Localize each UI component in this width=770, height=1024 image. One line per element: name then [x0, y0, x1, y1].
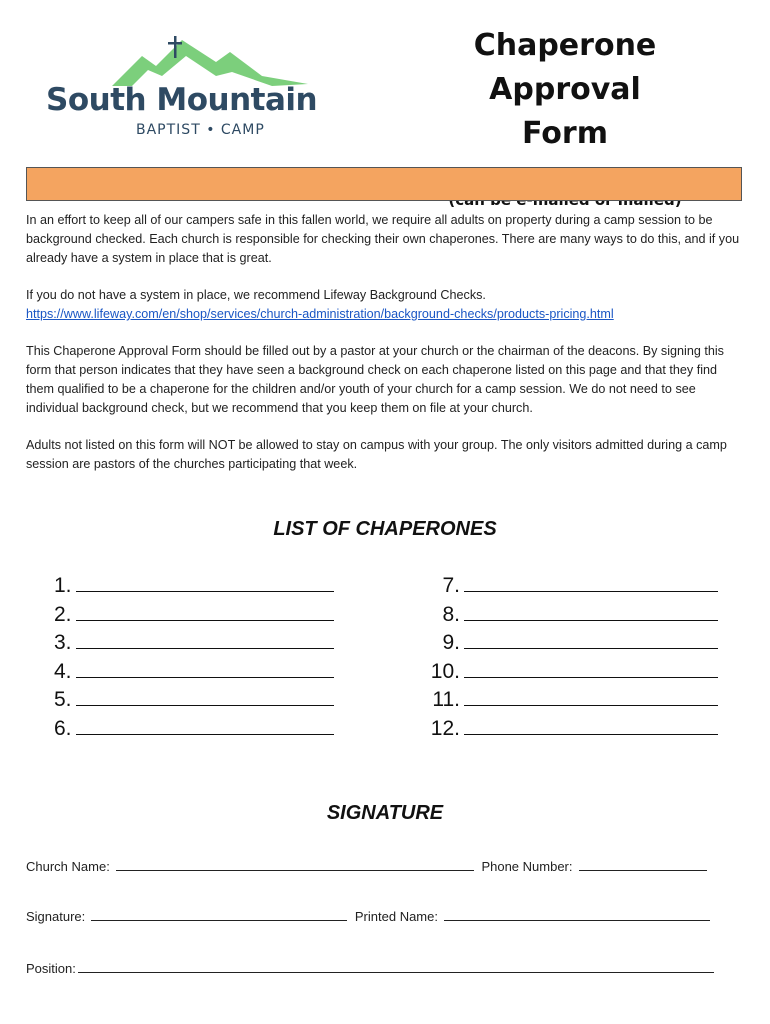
signature-field[interactable]	[91, 908, 347, 921]
chaperone-list-left	[54, 572, 334, 743]
chaperone-line[interactable]	[76, 602, 334, 621]
logo-subtitle: BAPTIST • CAMP	[136, 122, 265, 138]
position-field[interactable]	[78, 960, 714, 973]
chaperone-list-right	[428, 572, 718, 743]
mountain-cross-icon	[112, 36, 312, 88]
chaperone-number: 6.	[54, 716, 72, 740]
logo-name: South Mountain	[46, 82, 318, 118]
chaperone-line[interactable]	[464, 630, 718, 649]
chaperone-number: 11.	[432, 688, 460, 711]
chaperone-entry[interactable]	[428, 601, 718, 630]
paragraph-2-text: If you do not have a system in place, we recommend Lifeway Background Checks.	[26, 288, 486, 302]
church-phone-row	[26, 858, 711, 874]
position-row	[26, 960, 718, 976]
chaperone-line[interactable]	[464, 659, 718, 678]
chaperone-line[interactable]	[76, 659, 334, 678]
position-label: Position:	[26, 961, 76, 976]
chaperone-line[interactable]	[464, 602, 718, 621]
signature-heading: SIGNATURE	[326, 802, 444, 824]
printed-name-label: Printed Name:	[354, 909, 438, 924]
signature-row	[26, 908, 714, 924]
chaperone-entry[interactable]	[54, 686, 334, 715]
chaperone-entry[interactable]	[54, 601, 334, 630]
instructions	[26, 211, 742, 492]
paragraph-2	[26, 286, 742, 324]
chaperone-entry[interactable]	[428, 715, 718, 744]
chaperones-heading: LIST OF CHAPERONES	[273, 518, 497, 540]
chaperone-line[interactable]	[464, 716, 718, 735]
chaperone-number: 5.	[54, 688, 72, 711]
chaperone-entry[interactable]	[428, 686, 718, 715]
chaperone-line[interactable]	[76, 573, 334, 592]
signature-label: Signature:	[26, 909, 86, 924]
chaperone-line[interactable]	[76, 687, 334, 706]
chaperone-entry[interactable]	[428, 658, 718, 687]
lifeway-link[interactable]: https://www.lifeway.com/en/shop/services/church-administration/background-checks/products-pricing.html	[26, 307, 614, 321]
paragraph-1: In an effort to keep all of our campers safe in this fallen world, we require all adults on property during a camp session to be background checked. Each church is responsible for checking their own chaperones. There are many ways to do this, and if you already have a system in place that is great.	[26, 213, 740, 265]
chaperone-number: 4.	[54, 659, 72, 683]
chaperone-number: 2.	[54, 602, 72, 626]
church-name-label: Church Name:	[26, 859, 110, 874]
chaperone-entry[interactable]	[54, 658, 334, 687]
chaperone-number: 8.	[442, 602, 460, 626]
phone-number-label: Phone Number:	[481, 859, 573, 874]
phone-number-field[interactable]	[579, 858, 707, 871]
chaperone-number: 7.	[442, 574, 460, 597]
chaperone-line[interactable]	[464, 687, 718, 706]
chaperone-entry[interactable]	[54, 572, 334, 601]
chaperone-entry[interactable]	[428, 629, 718, 658]
printed-name-field[interactable]	[444, 908, 710, 921]
chaperone-entry[interactable]	[54, 715, 334, 744]
church-name-field[interactable]	[116, 858, 474, 871]
chaperone-number: 10.	[430, 659, 460, 683]
chaperone-number: 9.	[442, 631, 460, 654]
chaperone-entry[interactable]	[428, 572, 718, 601]
chaperone-number: 3.	[54, 631, 72, 654]
camp-logo	[46, 36, 346, 140]
chaperone-line[interactable]	[76, 630, 334, 649]
chaperone-number: 1.	[54, 574, 72, 597]
form-title-line2: Form	[522, 116, 608, 151]
paragraph-3: This Chaperone Approval Form should be filled out by a pastor at your church or the chairman of the deacons. By signing this form that person indicates that they have seen a background check on each chaperone listed on this page and that they find them qualified to be a chaperone for the children and/or youth of your church for a camp session. We do not need to see individual background check, but we recommend that you keep them on file at your church.	[26, 344, 724, 415]
chaperone-line[interactable]	[76, 716, 334, 735]
orange-banner	[26, 167, 742, 201]
chaperone-number: 12.	[430, 716, 460, 740]
paragraph-4: Adults not listed on this form will NOT be allowed to stay on campus with your group. The only visitors admitted during a camp session are pastors of the churches participating that week.	[26, 438, 727, 471]
chaperone-entry[interactable]	[54, 629, 334, 658]
form-title-line1: Chaperone Approval	[473, 28, 657, 107]
chaperone-line[interactable]	[464, 573, 718, 592]
